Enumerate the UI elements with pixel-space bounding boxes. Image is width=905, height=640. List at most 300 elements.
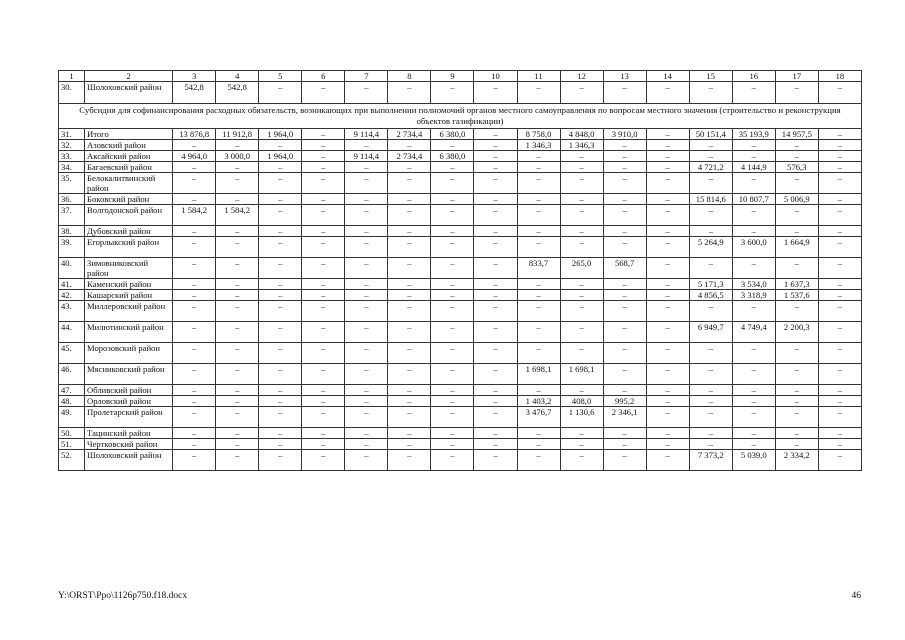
value-cell: – (818, 226, 861, 237)
value-cell: 3 600,0 (732, 237, 775, 258)
value-cell: – (818, 258, 861, 279)
value-cell: – (732, 385, 775, 396)
value-cell: – (173, 279, 216, 290)
value-cell: – (689, 439, 732, 450)
value-cell: – (216, 450, 259, 471)
value-cell: – (259, 140, 302, 151)
value-cell: – (431, 140, 474, 151)
value-cell: 4 144,9 (732, 162, 775, 173)
row-number-cell: 31. (59, 129, 85, 140)
value-cell: – (431, 194, 474, 205)
value-cell: – (646, 151, 689, 162)
value-cell: – (173, 407, 216, 428)
value-cell: – (517, 322, 560, 343)
value-cell: – (603, 290, 646, 301)
value-cell: – (431, 162, 474, 173)
value-cell: – (388, 279, 431, 290)
value-cell: – (517, 226, 560, 237)
value-cell: – (818, 385, 861, 396)
value-cell: – (173, 428, 216, 439)
value-cell: – (560, 290, 603, 301)
column-number-cell: 1 (59, 71, 85, 82)
value-cell: – (689, 396, 732, 407)
column-number-cell: 10 (474, 71, 517, 82)
value-cell: – (732, 205, 775, 226)
table-row (59, 322, 862, 343)
value-cell: – (732, 396, 775, 407)
value-cell: – (646, 205, 689, 226)
value-cell: 1 346,3 (560, 140, 603, 151)
value-cell: – (560, 428, 603, 439)
table-row (59, 173, 862, 194)
value-cell: – (302, 439, 345, 450)
value-cell: – (775, 364, 818, 385)
table-row (59, 129, 862, 140)
column-number-cell: 11 (517, 71, 560, 82)
value-cell: – (646, 322, 689, 343)
value-cell: – (474, 279, 517, 290)
row-number-cell: 35. (59, 173, 85, 194)
table-row (59, 237, 862, 258)
page-number: 46 (851, 591, 861, 601)
value-cell: – (560, 439, 603, 450)
value-cell: 1 346,3 (517, 140, 560, 151)
value-cell: – (646, 428, 689, 439)
value-cell: – (818, 428, 861, 439)
value-cell: – (818, 140, 861, 151)
value-cell: 6 380,0 (431, 151, 474, 162)
value-cell: – (216, 279, 259, 290)
value-cell: 408,0 (560, 396, 603, 407)
value-cell: – (775, 428, 818, 439)
value-cell: – (603, 343, 646, 364)
value-cell: – (474, 173, 517, 194)
value-cell: – (431, 428, 474, 439)
value-cell: 2 346,1 (603, 407, 646, 428)
value-cell: – (431, 237, 474, 258)
value-cell: 8 758,0 (517, 129, 560, 140)
value-cell: – (345, 82, 388, 104)
value-cell: – (302, 428, 345, 439)
value-cell: – (689, 82, 732, 104)
value-cell: – (259, 226, 302, 237)
value-cell: – (474, 237, 517, 258)
value-cell: – (474, 151, 517, 162)
value-cell: – (173, 364, 216, 385)
value-cell: – (302, 82, 345, 104)
value-cell: – (646, 258, 689, 279)
column-number-cell: 12 (560, 71, 603, 82)
value-cell: – (775, 301, 818, 322)
row-number-cell: 30. (59, 82, 85, 104)
value-cell: – (259, 364, 302, 385)
value-cell: 1 964,0 (259, 129, 302, 140)
row-number-cell: 33. (59, 151, 85, 162)
value-cell: 1 637,3 (775, 279, 818, 290)
value-cell: – (388, 205, 431, 226)
value-cell: – (388, 258, 431, 279)
value-cell: – (689, 343, 732, 364)
value-cell: – (689, 226, 732, 237)
value-cell: – (689, 173, 732, 194)
value-cell: – (517, 173, 560, 194)
value-cell: – (732, 301, 775, 322)
table-row (59, 205, 862, 226)
value-cell: – (431, 343, 474, 364)
value-cell: – (560, 450, 603, 471)
value-cell: – (173, 343, 216, 364)
value-cell: – (173, 226, 216, 237)
value-cell: – (646, 396, 689, 407)
value-cell: 4 721,2 (689, 162, 732, 173)
column-number-cell: 4 (216, 71, 259, 82)
value-cell: – (517, 237, 560, 258)
value-cell: – (302, 343, 345, 364)
value-cell: 2 734,4 (388, 151, 431, 162)
value-cell: – (474, 82, 517, 104)
value-cell: – (173, 301, 216, 322)
value-cell: – (603, 205, 646, 226)
value-cell: – (517, 428, 560, 439)
value-cell: 568,7 (603, 258, 646, 279)
value-cell: – (173, 439, 216, 450)
value-cell: – (818, 396, 861, 407)
value-cell: – (775, 82, 818, 104)
column-number-cell: 8 (388, 71, 431, 82)
section-title-row (59, 104, 862, 129)
district-name-cell: Аксайский район (85, 151, 173, 162)
value-cell: – (431, 407, 474, 428)
value-cell: – (431, 290, 474, 301)
value-cell: – (431, 301, 474, 322)
table-row (59, 301, 862, 322)
value-cell: 576,3 (775, 162, 818, 173)
value-cell: – (732, 364, 775, 385)
value-cell: – (818, 151, 861, 162)
value-cell: – (345, 258, 388, 279)
value-cell: – (732, 343, 775, 364)
value-cell: – (646, 129, 689, 140)
value-cell: – (517, 279, 560, 290)
district-name-cell: Боковский район (85, 194, 173, 205)
value-cell: – (474, 290, 517, 301)
value-cell: – (388, 343, 431, 364)
value-cell: – (646, 162, 689, 173)
value-cell: – (732, 428, 775, 439)
value-cell: – (646, 450, 689, 471)
value-cell: – (560, 205, 603, 226)
table-row (59, 290, 862, 301)
district-name-cell: Егорлыкский район (85, 237, 173, 258)
value-cell: 4 749,4 (732, 322, 775, 343)
column-number-cell: 16 (732, 71, 775, 82)
table-row (59, 226, 862, 237)
row-number-cell: 36. (59, 194, 85, 205)
district-name-cell: Чертковский район (85, 439, 173, 450)
value-cell: – (560, 162, 603, 173)
value-cell: – (259, 407, 302, 428)
row-number-cell: 50. (59, 428, 85, 439)
value-cell: – (646, 301, 689, 322)
value-cell: – (775, 173, 818, 194)
value-cell: – (431, 82, 474, 104)
table-row (59, 428, 862, 439)
value-cell: – (431, 226, 474, 237)
value-cell: – (259, 450, 302, 471)
value-cell: – (646, 343, 689, 364)
value-cell: 6 949,7 (689, 322, 732, 343)
value-cell: 5 171,3 (689, 279, 732, 290)
section-title: Субсидия для софинансирования расходных обязательств, возникающих при выполнении полномочий органов местного самоуправления по вопросам местного значения (строительство и реконструкция объектов газификации) (59, 104, 862, 129)
subsidy-table (58, 70, 862, 471)
value-cell: – (474, 450, 517, 471)
value-cell: 1 964,0 (259, 151, 302, 162)
value-cell: 4 856,5 (689, 290, 732, 301)
value-cell: – (474, 258, 517, 279)
value-cell: – (173, 162, 216, 173)
value-cell: – (388, 450, 431, 471)
value-cell: – (216, 343, 259, 364)
row-number-cell: 46. (59, 364, 85, 385)
value-cell: – (173, 290, 216, 301)
value-cell: – (646, 290, 689, 301)
value-cell: – (259, 162, 302, 173)
table-row (59, 258, 862, 279)
row-number-cell: 52. (59, 450, 85, 471)
value-cell: – (345, 385, 388, 396)
column-number-row (59, 71, 862, 82)
value-cell: – (603, 439, 646, 450)
value-cell: – (431, 279, 474, 290)
value-cell: – (302, 237, 345, 258)
value-cell: – (345, 450, 388, 471)
value-cell: – (775, 258, 818, 279)
value-cell: 833,7 (517, 258, 560, 279)
value-cell: – (216, 322, 259, 343)
value-cell: 4 964,0 (173, 151, 216, 162)
value-cell: – (302, 205, 345, 226)
value-cell: – (474, 140, 517, 151)
value-cell: 50 151,4 (689, 129, 732, 140)
value-cell: – (259, 439, 302, 450)
value-cell: 1 130,6 (560, 407, 603, 428)
row-number-cell: 41. (59, 279, 85, 290)
value-cell: 1 584,2 (216, 205, 259, 226)
value-cell: – (603, 301, 646, 322)
value-cell: 5 039,0 (732, 450, 775, 471)
value-cell: 5 264,9 (689, 237, 732, 258)
value-cell: – (474, 205, 517, 226)
value-cell: – (216, 396, 259, 407)
value-cell: – (603, 82, 646, 104)
value-cell: – (302, 140, 345, 151)
table-row (59, 343, 862, 364)
value-cell: – (302, 407, 345, 428)
value-cell: – (474, 439, 517, 450)
value-cell: – (560, 385, 603, 396)
value-cell: – (818, 364, 861, 385)
value-cell: – (560, 301, 603, 322)
value-cell: – (173, 450, 216, 471)
value-cell: – (259, 205, 302, 226)
table-row (59, 162, 862, 173)
value-cell: – (345, 279, 388, 290)
value-cell: – (302, 364, 345, 385)
value-cell: – (603, 173, 646, 194)
value-cell: – (474, 364, 517, 385)
value-cell: – (173, 194, 216, 205)
row-number-cell: 44. (59, 322, 85, 343)
value-cell: – (345, 162, 388, 173)
value-cell: – (689, 151, 732, 162)
value-cell: – (302, 162, 345, 173)
value-cell: – (302, 290, 345, 301)
value-cell: – (216, 194, 259, 205)
column-number-cell: 13 (603, 71, 646, 82)
district-name-cell: Морозовский район (85, 343, 173, 364)
value-cell: – (517, 205, 560, 226)
value-cell: 2 200,3 (775, 322, 818, 343)
district-name-cell: Миллеровский район (85, 301, 173, 322)
value-cell: – (646, 140, 689, 151)
value-cell: – (302, 226, 345, 237)
value-cell: – (431, 322, 474, 343)
value-cell: – (689, 385, 732, 396)
value-cell: – (818, 129, 861, 140)
value-cell: – (818, 162, 861, 173)
row-number-cell: 48. (59, 396, 85, 407)
value-cell: – (259, 322, 302, 343)
value-cell: – (517, 301, 560, 322)
value-cell: 7 373,2 (689, 450, 732, 471)
value-cell: – (689, 364, 732, 385)
value-cell: – (388, 301, 431, 322)
value-cell: – (818, 439, 861, 450)
value-cell: – (431, 396, 474, 407)
value-cell: – (818, 407, 861, 428)
value-cell: – (302, 396, 345, 407)
value-cell: – (818, 205, 861, 226)
value-cell: – (732, 439, 775, 450)
value-cell: – (216, 407, 259, 428)
value-cell: – (517, 385, 560, 396)
value-cell: – (646, 279, 689, 290)
value-cell: – (259, 258, 302, 279)
value-cell: 1 403,2 (517, 396, 560, 407)
value-cell: 542,8 (173, 82, 216, 104)
value-cell: – (388, 385, 431, 396)
value-cell: 2 734,4 (388, 129, 431, 140)
value-cell: – (216, 290, 259, 301)
value-cell: – (474, 226, 517, 237)
value-cell: – (775, 385, 818, 396)
value-cell: – (517, 194, 560, 205)
district-name-cell: Обливский район (85, 385, 173, 396)
value-cell: – (603, 194, 646, 205)
value-cell: – (474, 396, 517, 407)
district-name-cell: Кашарский район (85, 290, 173, 301)
district-name-cell: Тацинский район (85, 428, 173, 439)
value-cell: – (603, 140, 646, 151)
value-cell: – (345, 226, 388, 237)
value-cell: 9 114,4 (345, 151, 388, 162)
value-cell: – (216, 364, 259, 385)
value-cell: – (259, 428, 302, 439)
value-cell: – (646, 226, 689, 237)
document-path: Y:\ORST\Ppo\1126p750.f18.docx (58, 591, 188, 601)
value-cell: – (259, 385, 302, 396)
district-name-cell: Орловский район (85, 396, 173, 407)
value-cell: – (689, 301, 732, 322)
value-cell: – (431, 173, 474, 194)
value-cell: – (560, 151, 603, 162)
value-cell: – (775, 226, 818, 237)
column-number-cell: 18 (818, 71, 861, 82)
value-cell: – (732, 173, 775, 194)
value-cell: – (818, 343, 861, 364)
table-row (59, 364, 862, 385)
value-cell: – (431, 439, 474, 450)
value-cell: – (517, 151, 560, 162)
row-number-cell: 49. (59, 407, 85, 428)
value-cell: – (259, 396, 302, 407)
value-cell: – (173, 385, 216, 396)
district-name-cell: Дубовский район (85, 226, 173, 237)
value-cell: – (388, 290, 431, 301)
value-cell: 10 807,7 (732, 194, 775, 205)
value-cell: – (302, 385, 345, 396)
value-cell: – (646, 439, 689, 450)
column-number-cell: 7 (345, 71, 388, 82)
table-row (59, 396, 862, 407)
value-cell: – (603, 162, 646, 173)
value-cell: – (646, 385, 689, 396)
value-cell: – (517, 343, 560, 364)
value-cell: – (302, 129, 345, 140)
value-cell: – (345, 343, 388, 364)
value-cell: – (302, 322, 345, 343)
value-cell: – (302, 301, 345, 322)
value-cell: – (603, 226, 646, 237)
value-cell: – (216, 439, 259, 450)
value-cell: 14 957,5 (775, 129, 818, 140)
value-cell: – (646, 173, 689, 194)
district-name-cell: Белокалитвинский район (85, 173, 173, 194)
column-number-cell: 2 (85, 71, 173, 82)
value-cell: – (775, 205, 818, 226)
value-cell: 3 476,7 (517, 407, 560, 428)
value-cell: – (345, 396, 388, 407)
value-cell: – (259, 343, 302, 364)
value-cell: – (388, 173, 431, 194)
value-cell: – (689, 205, 732, 226)
value-cell: – (818, 290, 861, 301)
table-row (59, 407, 862, 428)
row-number-cell: 40. (59, 258, 85, 279)
value-cell: 995,2 (603, 396, 646, 407)
value-cell: – (517, 450, 560, 471)
value-cell: 1 537,6 (775, 290, 818, 301)
value-cell: – (517, 290, 560, 301)
district-name-cell: Шолоховский район (85, 82, 173, 104)
value-cell: 1 698,1 (560, 364, 603, 385)
value-cell: 11 912,8 (216, 129, 259, 140)
value-cell: – (474, 301, 517, 322)
value-cell: – (517, 82, 560, 104)
value-cell: – (560, 279, 603, 290)
value-cell: – (302, 194, 345, 205)
value-cell: – (259, 279, 302, 290)
